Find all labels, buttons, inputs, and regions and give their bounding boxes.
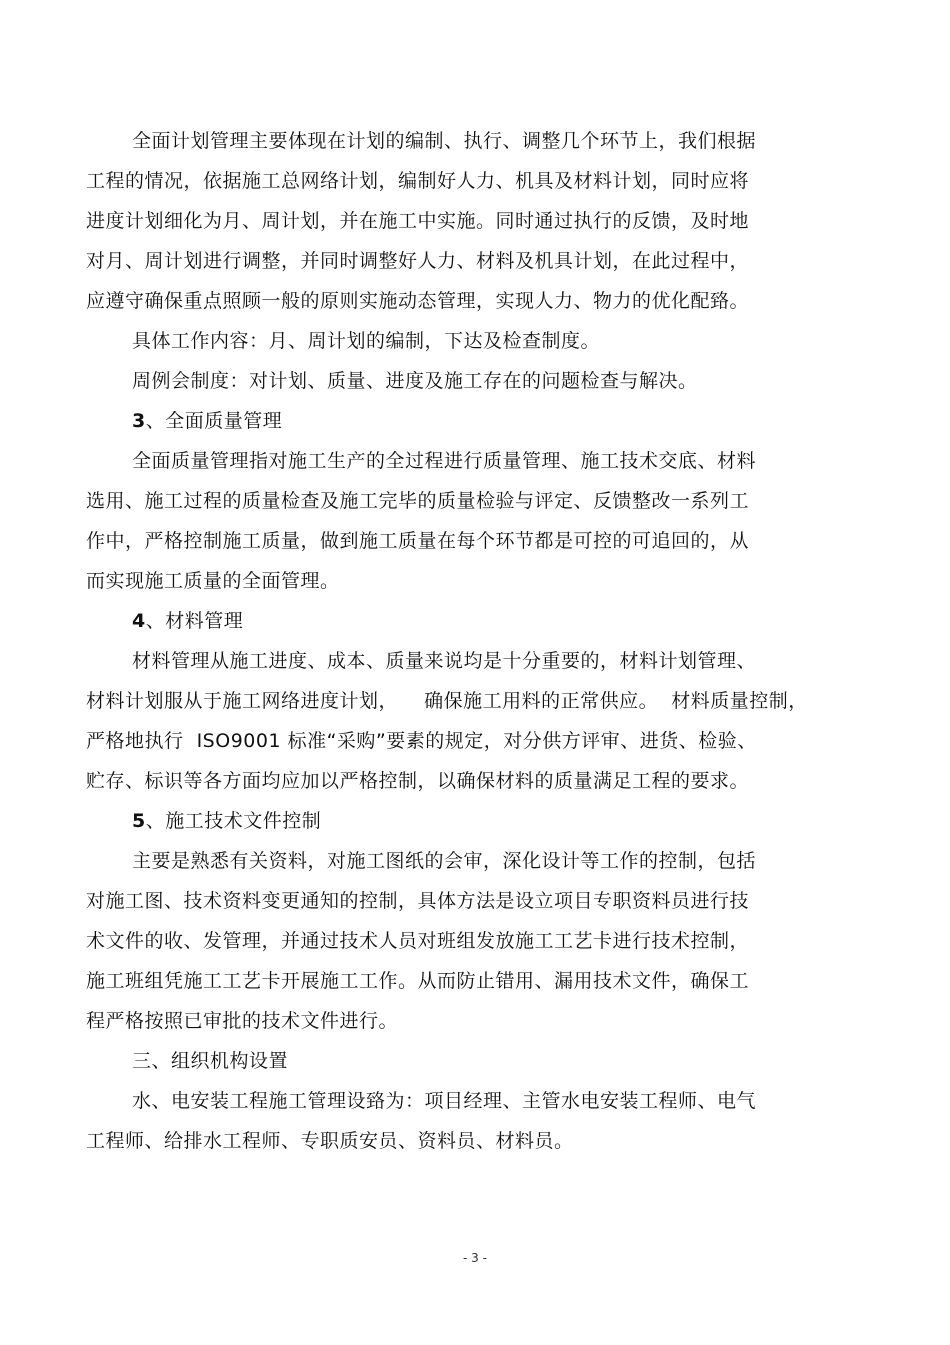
paragraph-line: 对施工图、技术资料变更通知的控制，具体方法是设立项目专职资料员进行技 xyxy=(86,890,750,912)
section-title: 、全面质量管理 xyxy=(145,410,283,432)
paragraph-line: 术文件的收、发管理，并通过技术人员对班组发放施工工艺卡进行技术控制， xyxy=(86,930,750,952)
paragraph-line: 而实现施工质量的全面管理。 xyxy=(86,570,340,592)
page-number: - 3 - xyxy=(463,1251,487,1265)
paragraph-line: 选用、施工过程的质量检查及施工完毕的质量检验与评定、反馈整改一系列工 xyxy=(86,490,750,512)
paragraph-line: 工程师、给排水工程师、专职质安员、资料员、材料员。 xyxy=(86,1130,574,1152)
paragraph-line: 周例会制度：对计划、质量、进度及施工存在的问题检查与解决。 xyxy=(132,370,698,392)
paragraph-line: 材料计划服从于施工网络进度计划， 确保施工用料的正常供应。 材料质量控制， xyxy=(86,690,808,712)
paragraph-line: 具体工作内容：月、周计划的编制，下达及检查制度。 xyxy=(132,330,601,352)
paragraph-line: 施工班组凭施工工艺卡开展施工工作。从而防止错用、漏用技术文件，确保工 xyxy=(86,970,750,992)
section-title: 、施工技术文件控制 xyxy=(145,810,322,832)
paragraph-line: 主要是熟悉有关资料，对施工图纸的会审，深化设计等工作的控制，包括 xyxy=(132,850,757,872)
paragraph-line: 材料管理从施工进度、成本、质量来说均是十分重要的，材料计划管理、 xyxy=(132,650,757,672)
paragraph-line: 全面计划管理主要体现在计划的编制、执行、调整几个环节上，我们根据 xyxy=(132,130,757,152)
section-number: 5 xyxy=(132,810,146,832)
paragraph-line: 水、电安装工程施工管理设臵为：项目经理、主管水电安装工程师、电气 xyxy=(132,1090,757,1112)
paragraph-line: 对月、周计划进行调整，并同时调整好人力、材料及机具计划，在此过程中， xyxy=(86,250,750,272)
section-title: 、材料管理 xyxy=(145,610,244,632)
paragraph-line: 应遵守确保重点照顾一般的原则实施动态管理，实现人力、物力的优化配臵。 xyxy=(86,290,750,312)
section-number: 4 xyxy=(132,610,146,632)
section-heading: 三、组织机构设置 xyxy=(132,1050,289,1072)
section-heading xyxy=(132,808,321,834)
paragraph-line: 作中，严格控制施工质量，做到施工质量在每个环节都是可控的可追回的，从 xyxy=(86,530,750,552)
paragraph-line: 工程的情况，依据施工总网络计划，编制好人力、机具及材料计划，同时应将 xyxy=(86,170,750,192)
paragraph-line: 进度计划细化为月、周计划，并在施工中实施。同时通过执行的反馈，及时地 xyxy=(86,210,750,232)
paragraph-line: 全面质量管理指对施工生产的全过程进行质量管理、施工技术交底、材料 xyxy=(132,450,757,472)
section-heading xyxy=(132,608,243,634)
paragraph-line: 程严格按照已审批的技术文件进行。 xyxy=(86,1010,399,1032)
section-number: 3 xyxy=(132,410,146,432)
paragraph-line: 贮存、标识等各方面均应加以严格控制，以确保材料的质量满足工程的要求。 xyxy=(86,770,750,792)
section-heading xyxy=(132,408,282,434)
paragraph-line: 严格地执行 ISO9001 标准“采购”要素的规定，对分供方评审、进货、检验、 xyxy=(86,730,757,752)
